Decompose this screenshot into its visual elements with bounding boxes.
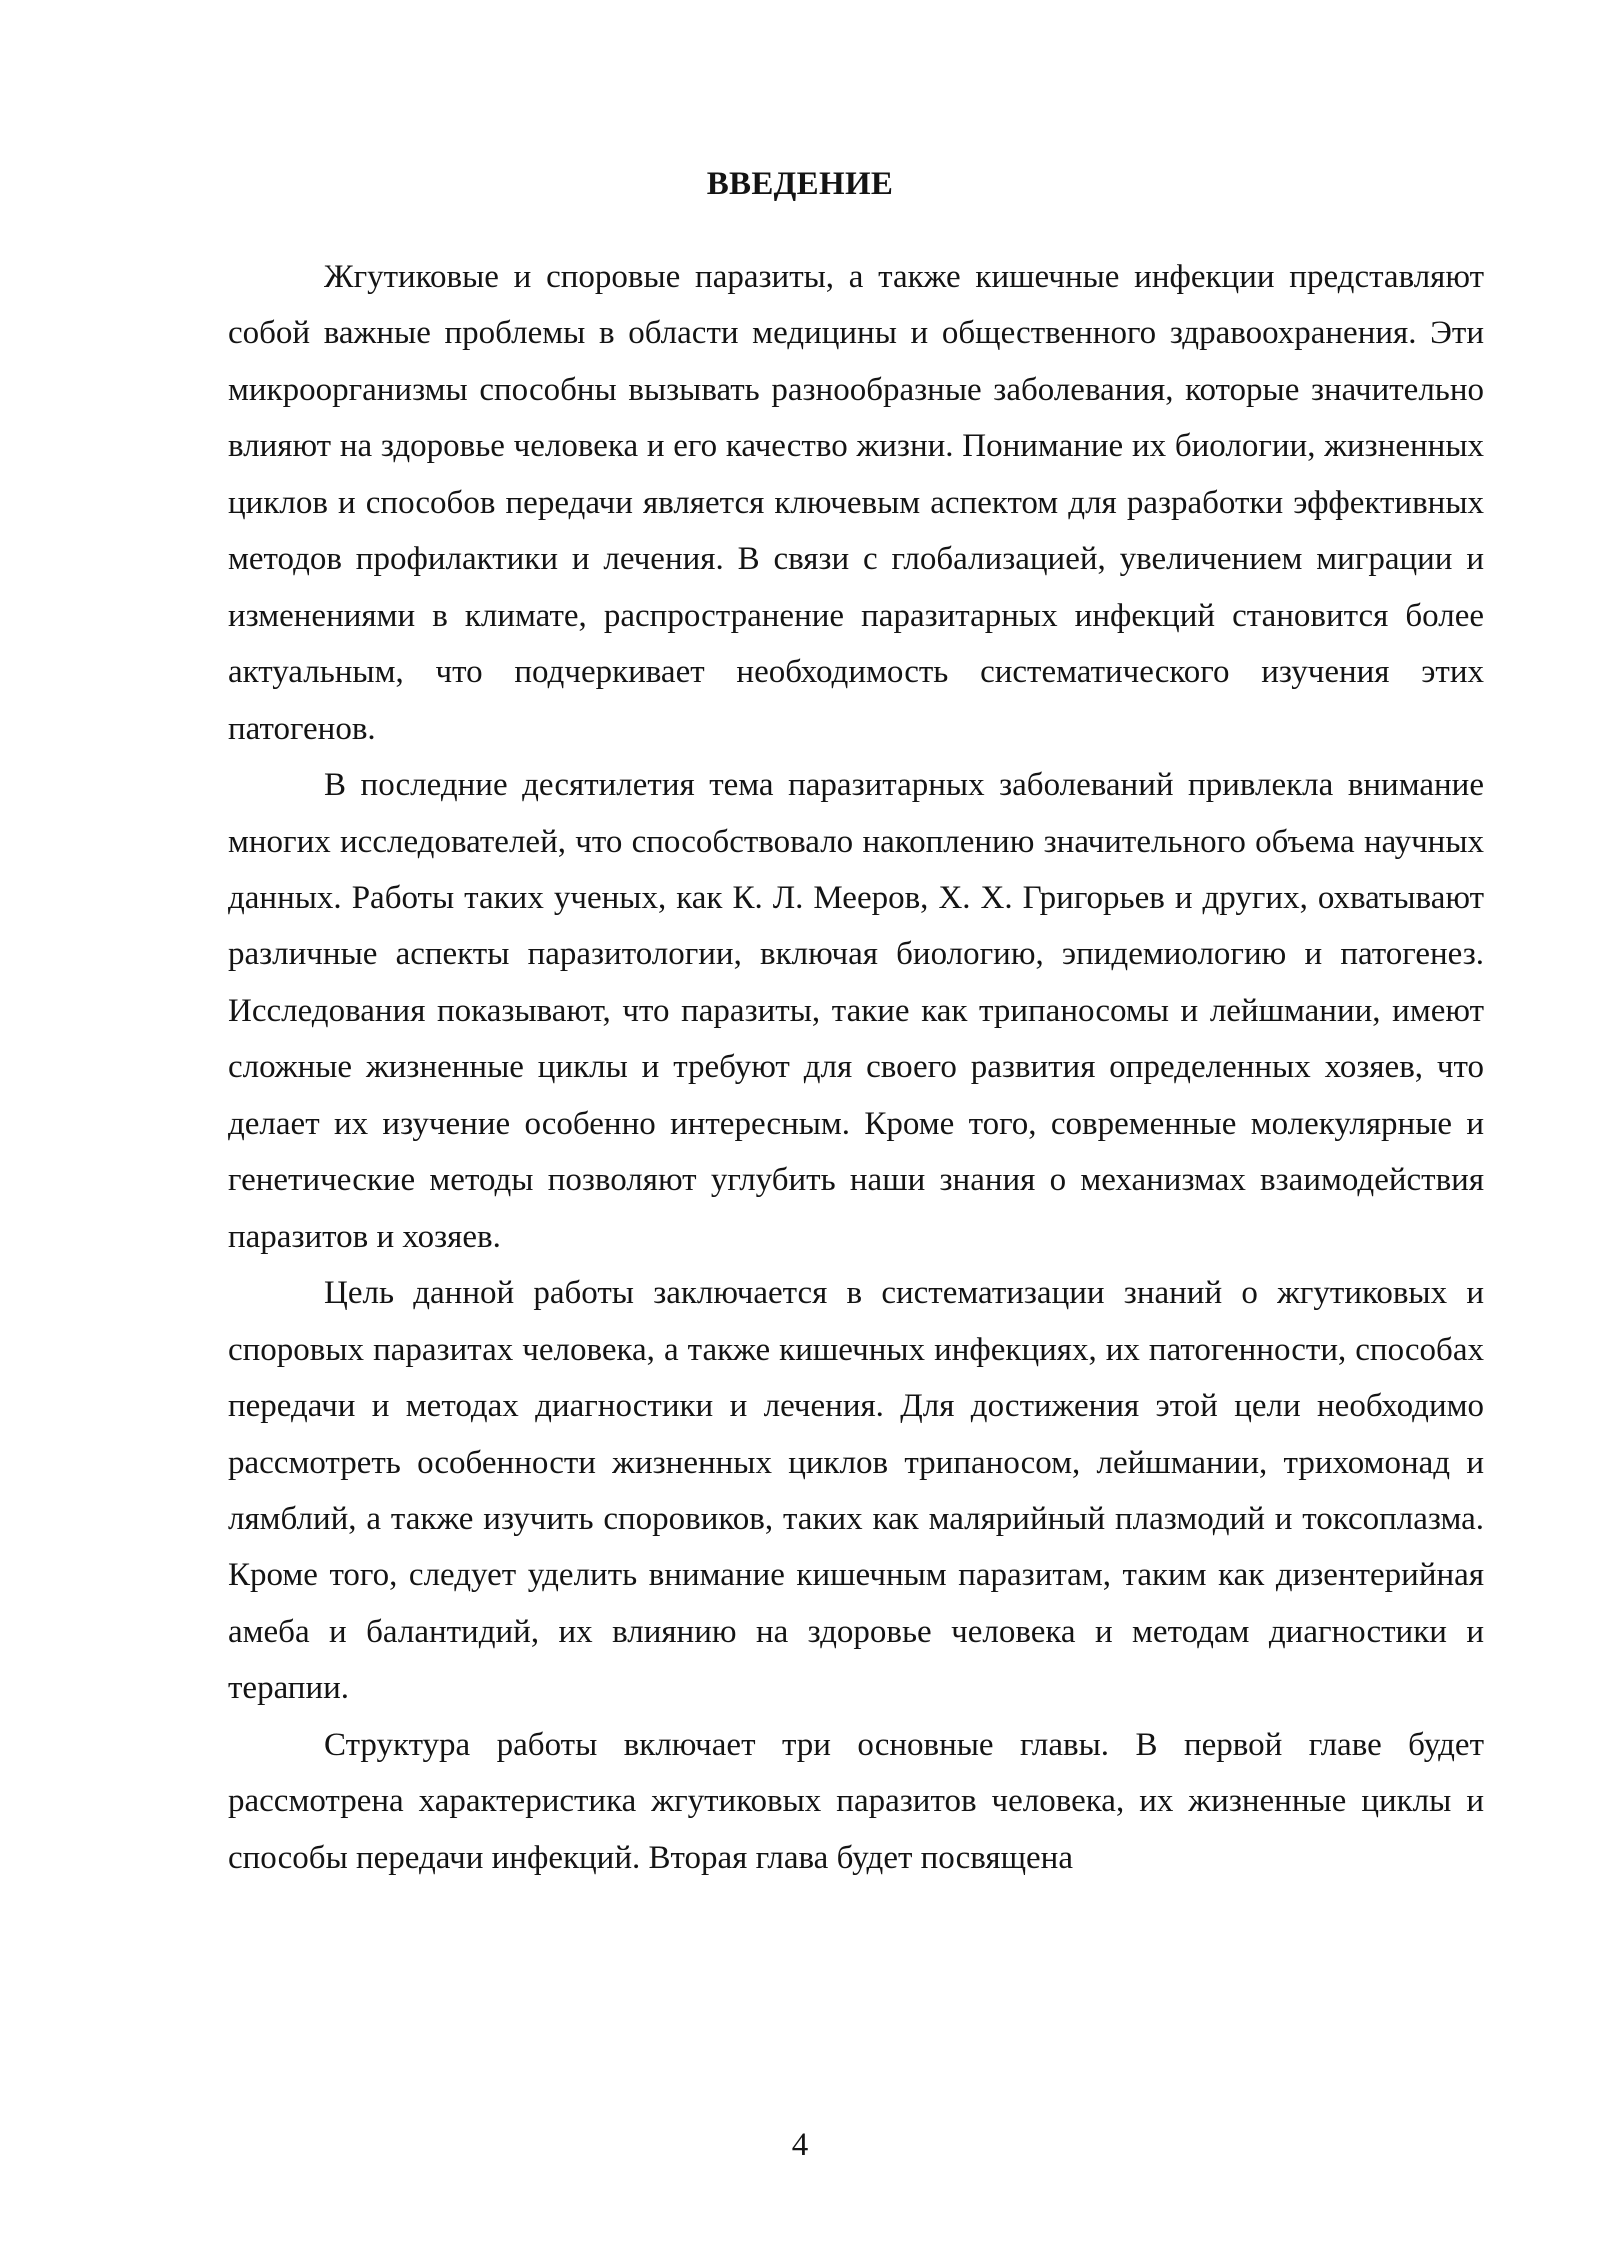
paragraph-3: Цель данной работы заключается в систематизации знаний о жгутиковых и споровых паразитах человека, а также кишечных инфекциях, их патогенности, способах передачи и методах диагностики и лечения. Для достижения этой цели необходимо рассмотреть особенности жизненных циклов трипаносом, лейшмании, трихомонад и лямблий, а также изучить споровиков, таких как малярийный плазмодий и токсоплазма. Кроме того, следует уделить внимание кишечным паразитам, таким как дизентерийная амеба и балантидий, их влиянию на здоровье человека и методам диагностики и терапии. bbox=[228, 1275, 1484, 1707]
document-body bbox=[228, 249, 1484, 1886]
paragraph-1: Жгутиковые и споровые паразиты, а также кишечные инфекции представляют собой важные проблемы в области медицины и общественного здравоохранения. Эти микроорганизмы способны вызывать разнообразные заболевания, которые значительно влияют на здоровье человека и его качество жизни. Понимание их биологии, жизненных циклов и способов передачи является ключевым аспектом для разработки эффективных методов профилактики и лечения. В связи с глобализацией, увеличением миграции и изменениями в климате, распространение паразитарных инфекций становится более актуальным, что подчеркивает необходимость систематического изучения этих патогенов. bbox=[228, 259, 1484, 747]
page-number: 4 bbox=[791, 2127, 809, 2163]
paragraph-2: В последние десятилетия тема паразитарных заболеваний привлекла внимание многих исследователей, что способствовало накоплению значительного объема научных данных. Работы таких ученых, как К. Л. Мееров, Х. Х. Григорьев и других, охватывают различные аспекты паразитологии, включая биологию, эпидемиологию и патогенез. Исследования показывают, что паразиты, такие как трипаносомы и лейшмании, имеют сложные жизненные циклы и требуют для своего развития определенных хозяев, что делает их изучение особенно интересным. Кроме того, современные молекулярные и генетические методы позволяют углубить наши знания о механизмах взаимодействия паразитов и хозяев. bbox=[228, 767, 1484, 1255]
page-title: ВВЕДЕНИЕ bbox=[706, 166, 894, 202]
paragraph-4: Структура работы включает три основные главы. В первой главе будет рассмотрена характеристика жгутиковых паразитов человека, их жизненные циклы и способы передачи инфекций. Вторая глава будет посвящена bbox=[228, 1726, 1484, 1876]
